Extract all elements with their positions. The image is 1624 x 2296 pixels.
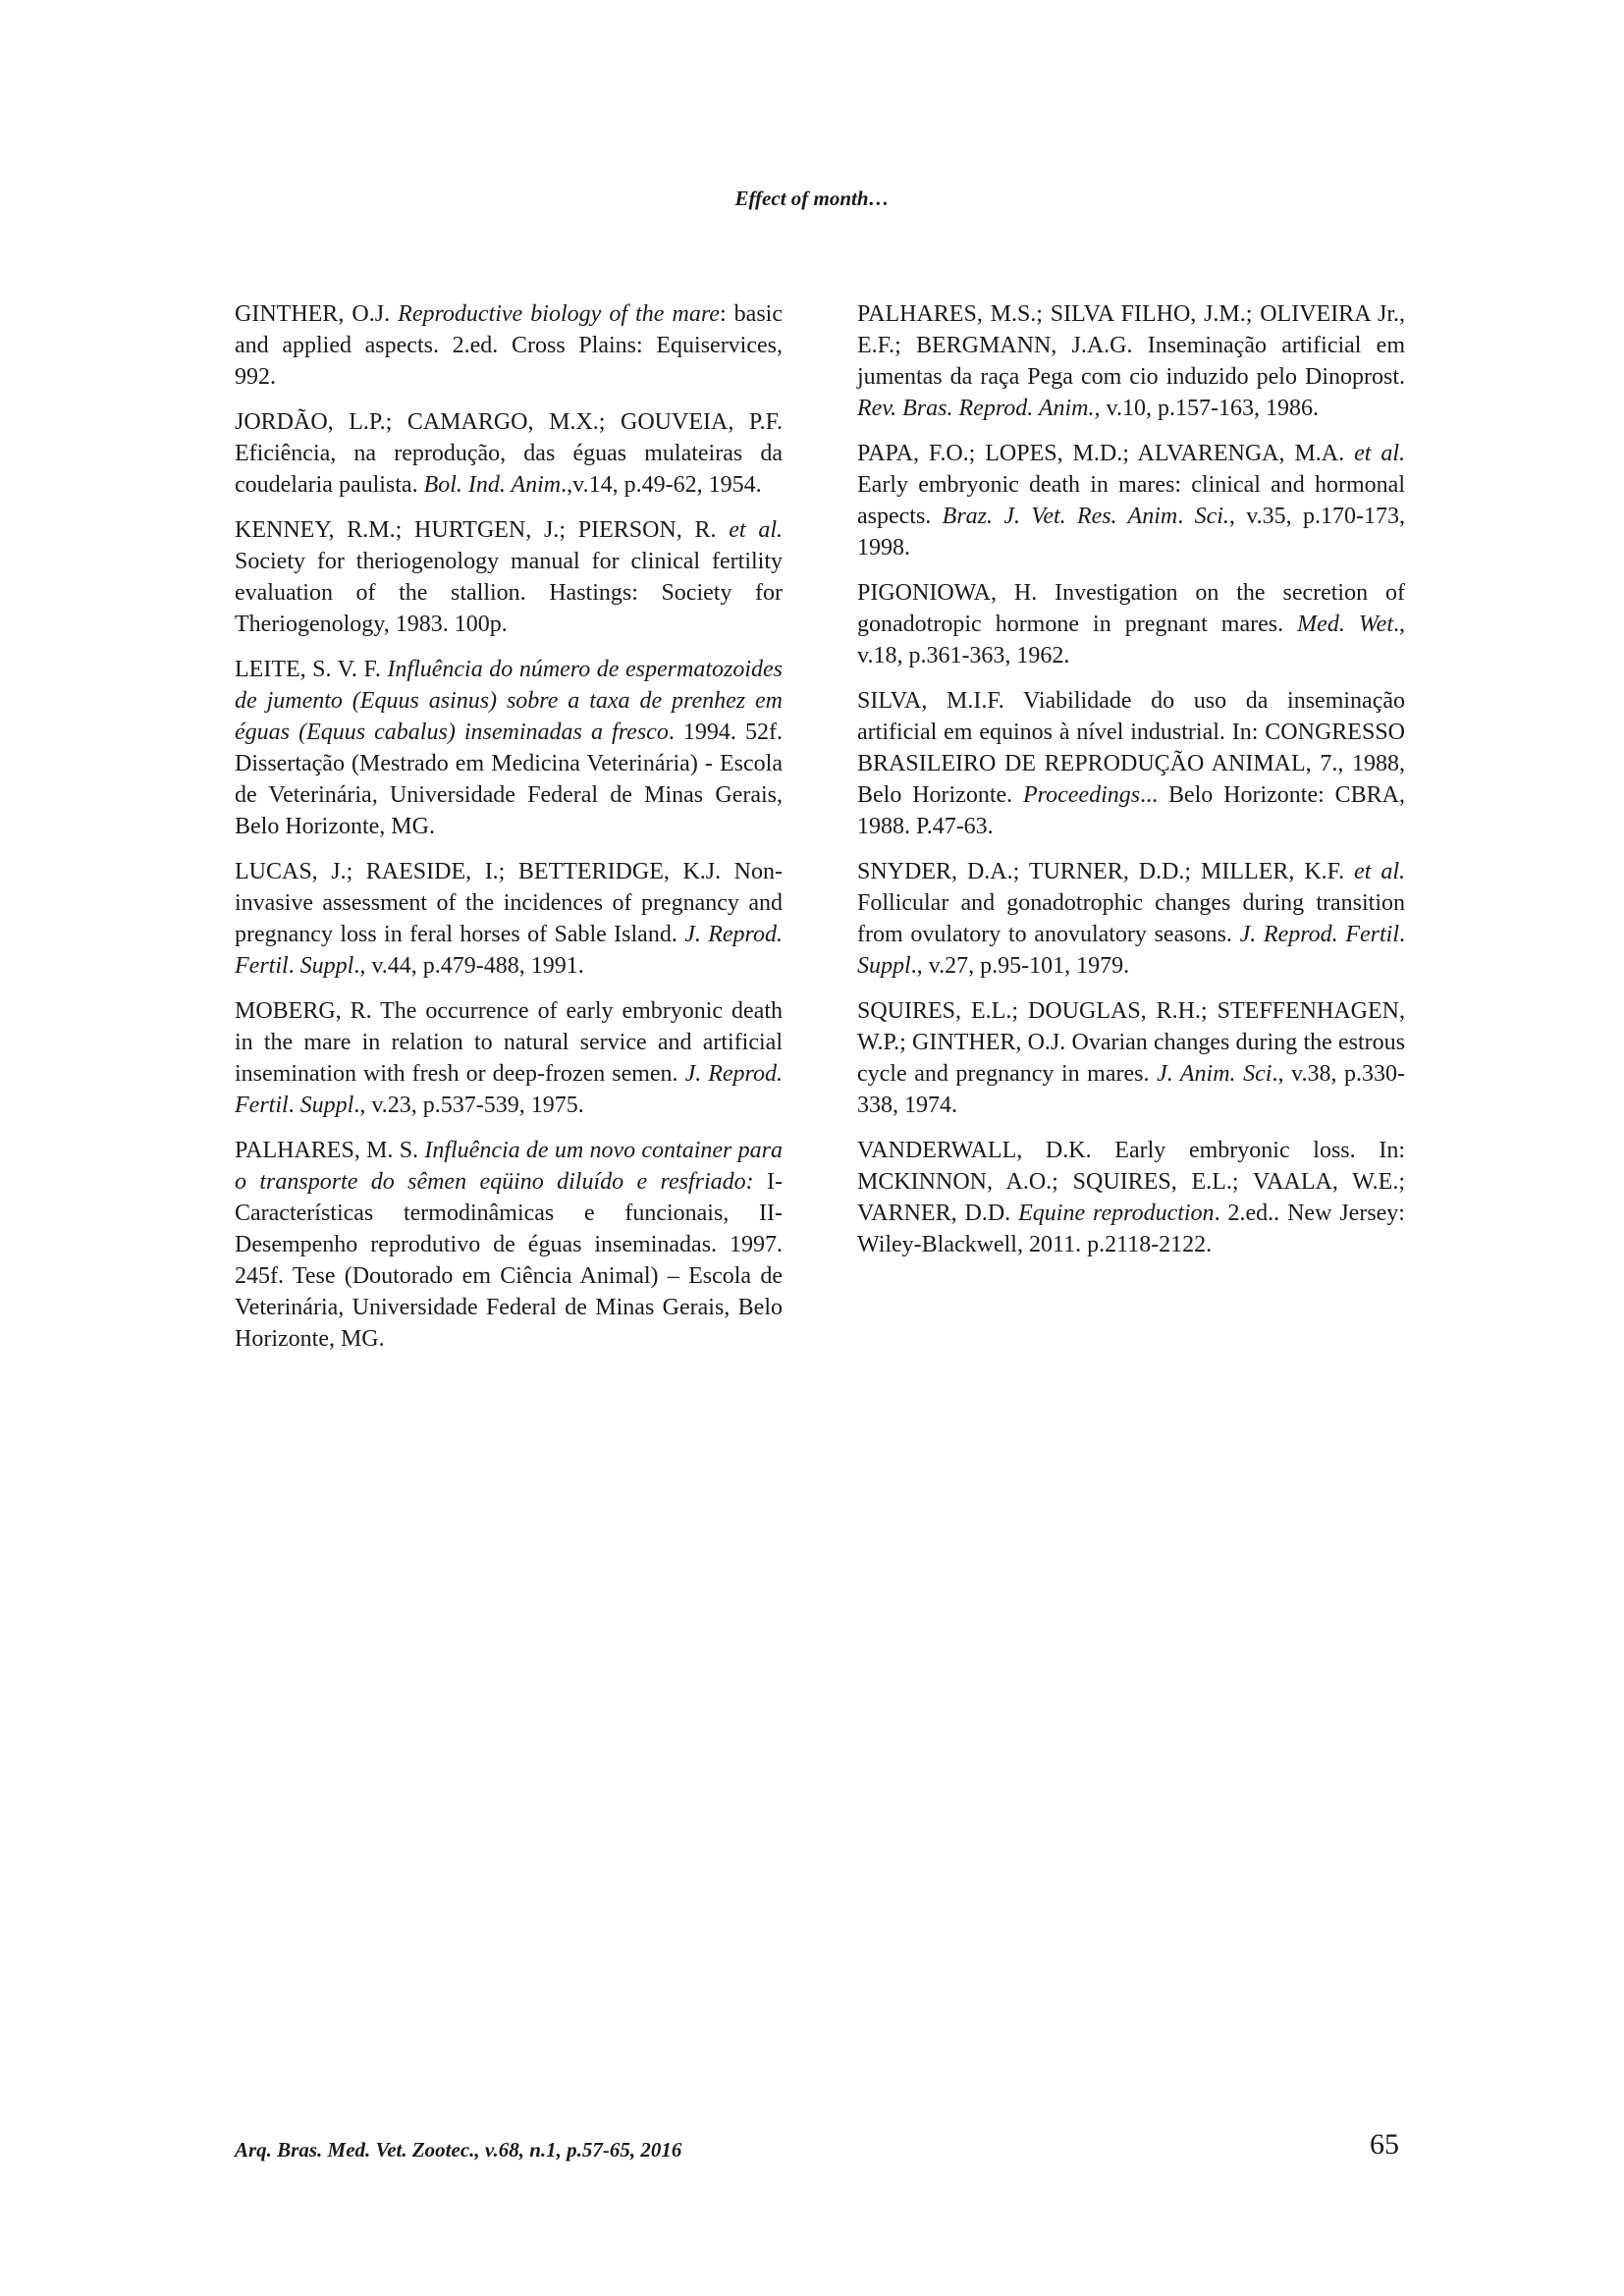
references-right-column <box>857 298 1405 1274</box>
reference-italic-text: Suppl <box>299 1093 354 1118</box>
reference-text: ., v.38, p.330-338, 1974. <box>857 1061 1406 1118</box>
reference-italic-text: J. Reprod. Fertil <box>235 922 783 979</box>
reference-italic-text: et al. <box>729 517 783 543</box>
reference-text: PIGONIOWA, H. Investigation on the secretion of gonadotropic hormone in pregnant mares. <box>857 580 1405 637</box>
reference-text: ., v.23, p.537-539, 1975. <box>353 1093 584 1118</box>
reference-entry <box>235 514 783 640</box>
reference-text: KENNEY, R.M.; HURTGEN, J.; PIERSON, R. <box>235 517 730 543</box>
references-left-column <box>235 298 783 1368</box>
reference-entry <box>857 1135 1405 1260</box>
reference-italic-text: Rev. Bras. Reprod. Anim., <box>857 396 1101 421</box>
reference-text: SNYDER, D.A.; TURNER, D.D.; MILLER, K.F. <box>857 859 1355 884</box>
reference-text: PALHARES, M.S.; SILVA FILHO, J.M.; OLIVEIRA Jr., E.F.; BERGMANN, J.A.G. Inseminação artificial em jumentas da raça Pega com cio induzido pelo Dinoprost. <box>857 301 1405 390</box>
reference-italic-text: Reproductive biology of the mare <box>398 301 720 327</box>
reference-italic-text: et al. <box>1354 441 1405 466</box>
reference-italic-text: Equine reproduction <box>1018 1201 1215 1226</box>
reference-text: ... Belo Horizonte: CBRA, 1988. P.47-63. <box>857 782 1405 839</box>
reference-entry <box>857 438 1405 563</box>
reference-text: Society for theriogenology manual for clinical fertility evaluation of the stallion. Hastings: Society for Theriogenology, 1983. 100p. <box>235 549 783 637</box>
reference-text: ., v.18, p.361-363, 1962. <box>857 612 1405 668</box>
reference-italic-text: Proceedings <box>1023 782 1141 808</box>
reference-text: Follicular and gonadotrophic changes during transition from ovulatory to anovulatory seasons. <box>857 890 1405 947</box>
reference-italic-text: Bol. Ind. Anim <box>423 472 562 498</box>
reference-entry <box>857 685 1405 842</box>
reference-text: . <box>1177 504 1195 529</box>
reference-entry <box>857 577 1405 671</box>
reference-entry <box>235 995 783 1121</box>
reference-italic-text: Suppl <box>857 953 911 979</box>
reference-italic-text: et al. <box>1354 859 1405 884</box>
footer-citation <box>235 2138 681 2163</box>
reference-text: LUCAS, J.; RAESIDE, I.; BETTERIDGE, K.J. Non-invasive assessment of the incidences of pregnancy and pregnancy loss in feral horses of Sable Island. <box>235 859 783 947</box>
reference-text: . <box>288 1093 300 1118</box>
reference-italic-text: Braz. J. Vet. Res. Anim <box>942 504 1178 529</box>
reference-text: PALHARES, M. S. <box>235 1138 425 1163</box>
reference-text: Early embryonic death in mares: clinical and hormonal aspects. <box>857 472 1405 529</box>
running-title: Effect of month… <box>734 187 890 210</box>
reference-italic-text: J. Reprod. Fertil <box>235 1061 783 1118</box>
reference-italic-text: J. Reprod. Fertil <box>1239 922 1399 947</box>
reference-italic-text: Med. Wet <box>1297 612 1393 637</box>
reference-text: I-Características termodinâmicas e funcionais, II-Desempenho reprodutivo de éguas inseminadas. 1997. 245f. Tese (Doutorado em Ciência Animal) – Escola de Veterinária, Universidade Federal de Minas Gerais, Belo Horizonte, MG. <box>235 1169 783 1352</box>
page-number: 65 <box>1370 2128 1399 2161</box>
reference-text: ., v.27, p.95-101, 1979. <box>910 953 1130 979</box>
reference-entry <box>235 654 783 842</box>
reference-text: v.10, p.157-163, 1986. <box>1100 396 1319 421</box>
journal-name: Arq. Bras. Med. Vet. Zootec. <box>235 2138 475 2162</box>
reference-text: MOBERG, R. The occurrence of early embryonic death in the mare in relation to natural service and artificial insemination with fresh or deep-frozen semen. <box>235 998 783 1087</box>
journal-issue: , v.68, n.1, p.57-65, 2016 <box>474 2138 682 2162</box>
reference-text: . 2.ed.. New Jersey: Wiley-Blackwell, 2011. p.2118-2122. <box>857 1201 1405 1257</box>
reference-text: JORDÃO, L.P.; CAMARGO, M.X.; GOUVEIA, P.F. Eficiência, na reprodução, das éguas mulateiras da coudelaria paulista. <box>235 409 783 498</box>
reference-entry <box>857 298 1405 424</box>
reference-text: VANDERWALL, D.K. Early embryonic loss. In: MCKINNON, A.O.; SQUIRES, E.L.; VAALA, W.E.; VARNER, D.D. <box>857 1138 1405 1226</box>
reference-text: ., v.44, p.479-488, 1991. <box>353 953 584 979</box>
reference-text: . <box>1399 922 1405 947</box>
reference-entry <box>235 856 783 982</box>
reference-text: PAPA, F.O.; LOPES, M.D.; ALVARENGA, M.A. <box>857 441 1355 466</box>
reference-text: .,v.14, p.49-62, 1954. <box>561 472 762 498</box>
reference-text: SQUIRES, E.L.; DOUGLAS, R.H.; STEFFENHAGEN, W.P.; GINTHER, O.J. Ovarian changes during the estrous cycle and pregnancy in mares. <box>857 998 1405 1087</box>
reference-text: SILVA, M.I.F. Viabilidade do uso da inseminação artificial em equinos à nível industrial. In: CONGRESSO BRASILEIRO DE REPRODUÇÃO ANIMAL, 7., 1988, Belo Horizonte. <box>857 688 1405 808</box>
reference-entry <box>235 406 783 501</box>
reference-entry <box>857 995 1405 1121</box>
reference-italic-text: J. Anim. Sci <box>1157 1061 1272 1087</box>
reference-italic-text: Suppl <box>299 953 354 979</box>
reference-text: . <box>288 953 300 979</box>
reference-text: GINTHER, O.J. <box>235 301 399 327</box>
reference-italic-text: Sci. <box>1194 504 1229 529</box>
reference-italic-text: Influência de um novo container para o transporte do sêmen eqüino diluído e resfriado: <box>235 1138 783 1195</box>
reference-text: : basic and applied aspects. 2.ed. Cross Plains: Equiservices, 992. <box>235 301 783 390</box>
reference-italic-text: Influência do número de espermatozoides de jumento (Equus asinus) sobre a taxa de prenhez em éguas (Equus cabalus) inseminadas a fresco <box>235 657 783 745</box>
reference-text: . 1994. 52f. Dissertação (Mestrado em Medicina Veterinária) - Escola de Veterinária, Universidade Federal de Minas Gerais, Belo Horizonte, MG. <box>235 720 783 839</box>
reference-entry <box>857 856 1405 982</box>
reference-text: , v.35, p.170-173, 1998. <box>857 504 1406 561</box>
reference-text: LEITE, S. V. F. <box>235 657 388 682</box>
reference-entry <box>235 1135 783 1355</box>
reference-entry <box>235 298 783 393</box>
